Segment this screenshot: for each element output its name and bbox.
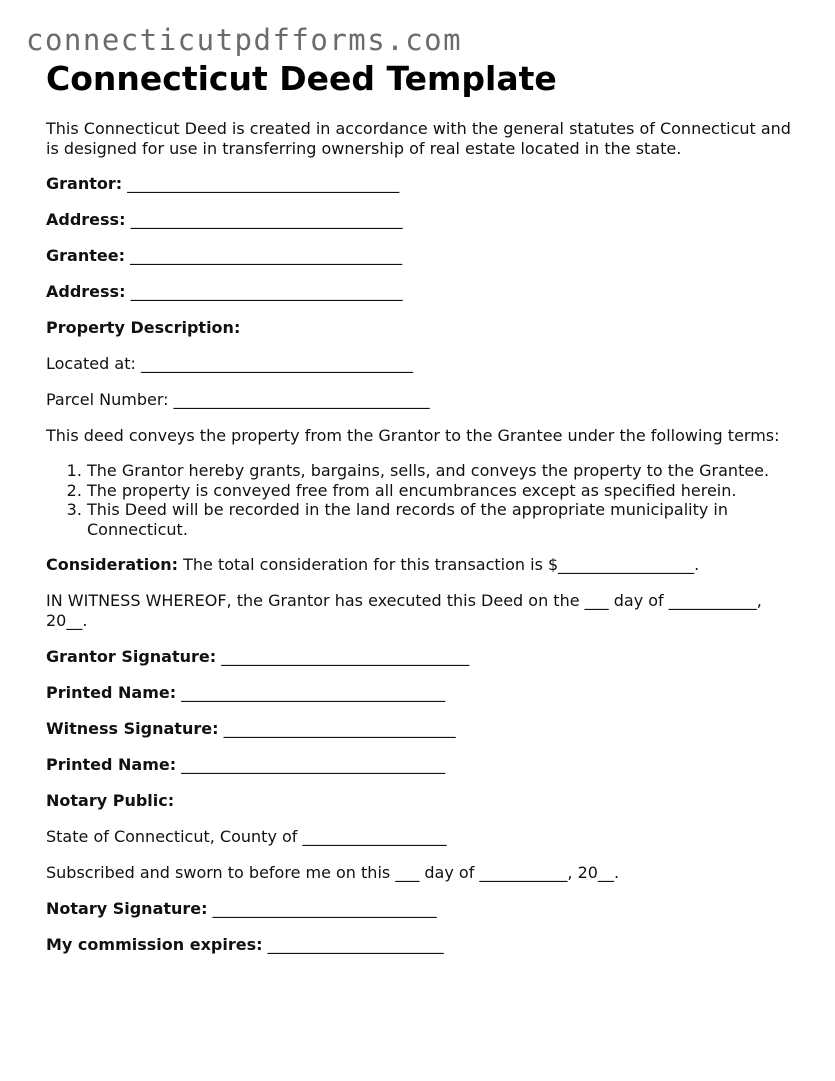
witness-signature-blank: _____________________________ [223, 719, 456, 738]
grantee-address-field [46, 282, 806, 302]
terms-list-item: 1. The Grantor hereby grants, bargains, sells, and conveys the property to the Grantee. [87, 461, 806, 481]
grantor-address-field [46, 210, 806, 230]
witness-signature-field [46, 719, 806, 739]
located-at-blank: __________________________________ [140, 354, 413, 373]
witness-printed-name-label: Printed Name: [46, 755, 177, 774]
grantor-blank: __________________________________ [127, 174, 400, 193]
located-at-field [46, 354, 806, 374]
intro-paragraph: This Connecticut Deed is created in accordance with the general statutes of Connecticut and is designed for use in transferring ownership of real estate located in the state. [46, 119, 791, 158]
witness-printed-name-blank: _________________________________ [181, 755, 446, 774]
notary-public-heading: Notary Public: [46, 791, 175, 810]
terms-list [46, 461, 806, 539]
grantor-label: Grantor: [46, 174, 123, 193]
terms-list-item: 2. The property is conveyed free from all encumbrances except as specified herein. [87, 481, 806, 501]
grantee-field [46, 246, 806, 266]
grantee-address-blank: __________________________________ [130, 282, 403, 301]
parcel-number-field [46, 390, 806, 410]
document-title: Connecticut Deed Template [46, 59, 557, 98]
notary-signature-blank: ____________________________ [212, 899, 437, 918]
notary-subscribed-line: Subscribed and sworn to before me on this ___ day of ___________, 20__. [46, 863, 620, 882]
grantee-blank: __________________________________ [130, 246, 403, 265]
witness-printed-name-field [46, 755, 806, 775]
commission-expires-label: My commission expires: [46, 935, 263, 954]
grantor-signature-label: Grantor Signature: [46, 647, 217, 666]
terms-intro: This deed conveys the property from the Grantor to the Grantee under the following terms: [46, 426, 780, 445]
watermark-text: connecticutpdfforms.com [26, 23, 463, 57]
notary-state-county: State of Connecticut, County of __________________ [46, 827, 447, 846]
witness-signature-label: Witness Signature: [46, 719, 219, 738]
property-description-heading: Property Description: [46, 318, 241, 337]
grantor-address-label: Address: [46, 210, 126, 229]
consideration-label: Consideration: [46, 555, 179, 574]
witness-clause: IN WITNESS WHEREOF, the Grantor has executed this Deed on the ___ day of ___________, 20__. [46, 591, 762, 630]
commission-expires-blank: ______________________ [267, 935, 444, 954]
grantor-signature-blank: _______________________________ [221, 647, 470, 666]
grantor-signature-field [46, 647, 806, 667]
notary-signature-label: Notary Signature: [46, 899, 208, 918]
consideration-line [46, 555, 806, 575]
notary-signature-field [46, 899, 806, 919]
parcel-number-blank: ________________________________ [173, 390, 430, 409]
grantor-printed-name-field [46, 683, 806, 703]
grantor-field [46, 174, 806, 194]
grantor-address-blank: __________________________________ [130, 210, 403, 229]
grantor-printed-name-blank: _________________________________ [181, 683, 446, 702]
grantor-printed-name-label: Printed Name: [46, 683, 177, 702]
parcel-number-label: Parcel Number: [46, 390, 169, 409]
grantee-label: Grantee: [46, 246, 125, 265]
located-at-label: Located at: [46, 354, 136, 373]
consideration-text: The total consideration for this transaction is $_________________. [183, 555, 700, 574]
commission-expires-field [46, 935, 806, 955]
grantee-address-label: Address: [46, 282, 126, 301]
terms-list-item: 3. This Deed will be recorded in the land records of the appropriate municipality in Connecticut. [87, 500, 806, 539]
document-page [46, 58, 806, 955]
